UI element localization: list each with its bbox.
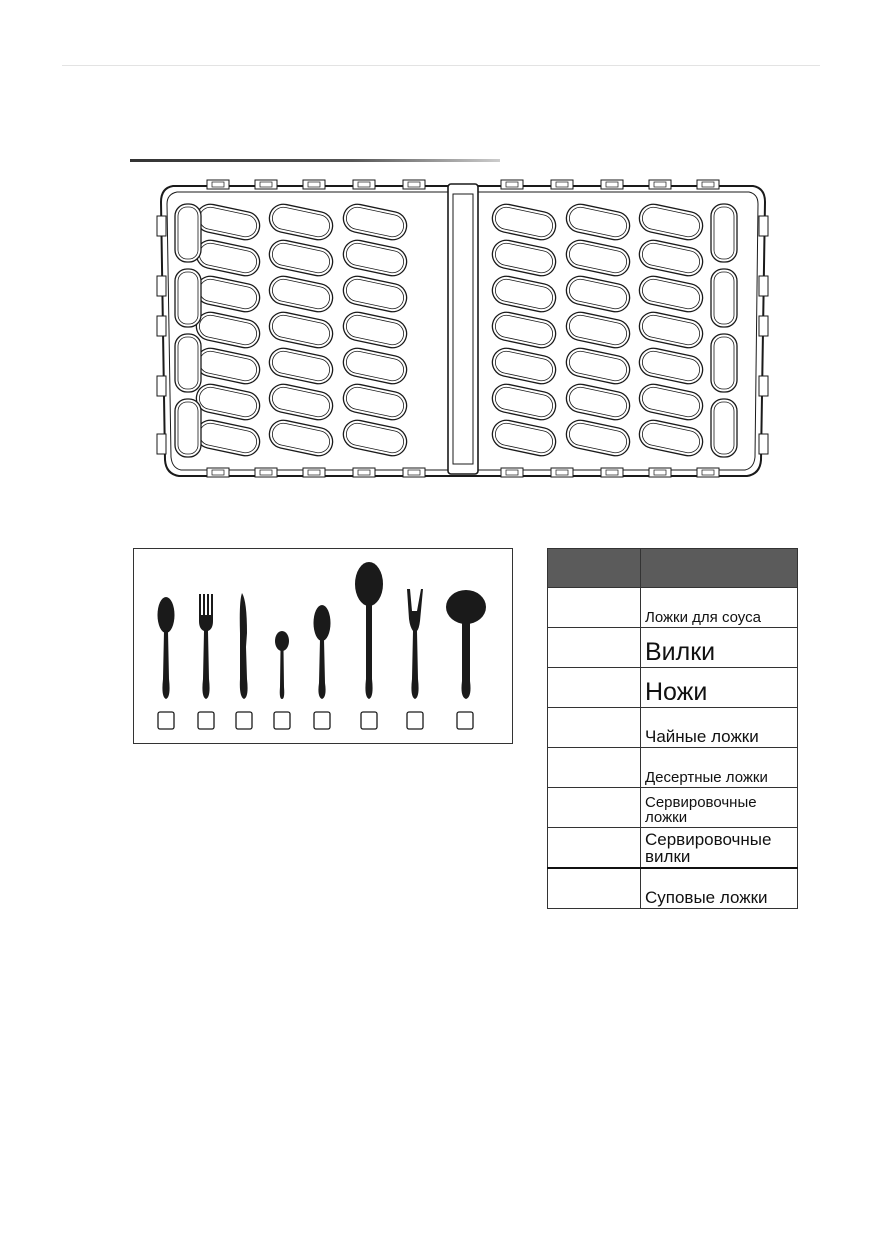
legend-row	[548, 668, 798, 708]
tray-clip	[353, 180, 375, 189]
legend-row	[548, 628, 798, 668]
tray-clip	[501, 180, 523, 189]
tray-clip	[649, 468, 671, 477]
knife-icon	[240, 593, 248, 699]
serving-spoon-icon	[355, 562, 383, 699]
tray-clip	[255, 468, 277, 477]
legend-row	[548, 788, 798, 828]
fork-icon	[199, 594, 213, 699]
legend-label: Десертные ложки	[641, 748, 798, 788]
serving-fork-icon	[407, 589, 423, 699]
legend-label: Чайные ложки	[641, 708, 798, 748]
dessert-spoon-icon	[158, 597, 175, 699]
serving-spoon-checkbox[interactable]	[361, 712, 377, 729]
tray-clip	[157, 216, 166, 236]
tray-clip	[353, 468, 375, 477]
cutlery-types-panel	[133, 548, 513, 744]
legend-row	[548, 748, 798, 788]
legend-header-number	[548, 549, 641, 588]
tray-clip	[697, 180, 719, 189]
tray-clip	[157, 276, 166, 296]
cutlery-legend-table	[547, 548, 798, 909]
legend-number	[548, 708, 641, 748]
legend-number	[548, 668, 641, 708]
teaspoon-icon	[275, 631, 289, 699]
tray-clip	[157, 434, 166, 454]
soup-ladle-icon	[446, 590, 486, 699]
tray-clip	[601, 180, 623, 189]
tray-clip	[303, 180, 325, 189]
tray-clip	[303, 468, 325, 477]
legend-label: Сервировочные вилки	[641, 828, 798, 869]
soup-ladle-checkbox[interactable]	[457, 712, 473, 729]
page-top-rule	[62, 65, 820, 66]
legend-row	[548, 868, 798, 909]
tray-clip	[255, 180, 277, 189]
tray-clip	[403, 468, 425, 477]
legend-label: Ложки для соуса	[641, 588, 798, 628]
legend-header-label	[641, 549, 798, 588]
cutlery-tray-illustration	[155, 176, 771, 486]
tray-clip	[759, 216, 768, 236]
tray-clip	[157, 316, 166, 336]
legend-number	[548, 588, 641, 628]
legend-number	[548, 748, 641, 788]
tray-clip	[697, 468, 719, 477]
knife-checkbox[interactable]	[236, 712, 252, 729]
tray-clip	[759, 316, 768, 336]
sauce-spoon-checkbox[interactable]	[314, 712, 330, 729]
fork-checkbox[interactable]	[198, 712, 214, 729]
tray-clip	[601, 468, 623, 477]
legend-number	[548, 628, 641, 668]
legend-number	[548, 868, 641, 909]
tray-clip	[501, 468, 523, 477]
tray-clip	[157, 376, 166, 396]
legend-row	[548, 828, 798, 869]
section-heading-rule	[130, 159, 500, 162]
dessert-spoon-checkbox[interactable]	[158, 712, 174, 729]
legend-row	[548, 588, 798, 628]
legend-header-row	[548, 549, 798, 588]
teaspoon-checkbox[interactable]	[274, 712, 290, 729]
tray-clip	[759, 434, 768, 454]
legend-label: Ножи	[641, 668, 798, 708]
tray-clip	[759, 376, 768, 396]
tray-clip	[207, 468, 229, 477]
tray-clip	[759, 276, 768, 296]
legend-label: Сервировочные ложки	[641, 788, 798, 828]
tray-clip	[551, 468, 573, 477]
tray-clip	[403, 180, 425, 189]
tray-clip	[207, 180, 229, 189]
legend-label: Вилки	[641, 628, 798, 668]
legend-row	[548, 708, 798, 748]
legend-number	[548, 828, 641, 869]
legend-number	[548, 788, 641, 828]
serving-fork-checkbox[interactable]	[407, 712, 423, 729]
tray-clip	[551, 180, 573, 189]
tray-clip	[649, 180, 671, 189]
sauce-spoon-icon	[314, 605, 331, 699]
legend-label: Суповые ложки	[641, 868, 798, 909]
